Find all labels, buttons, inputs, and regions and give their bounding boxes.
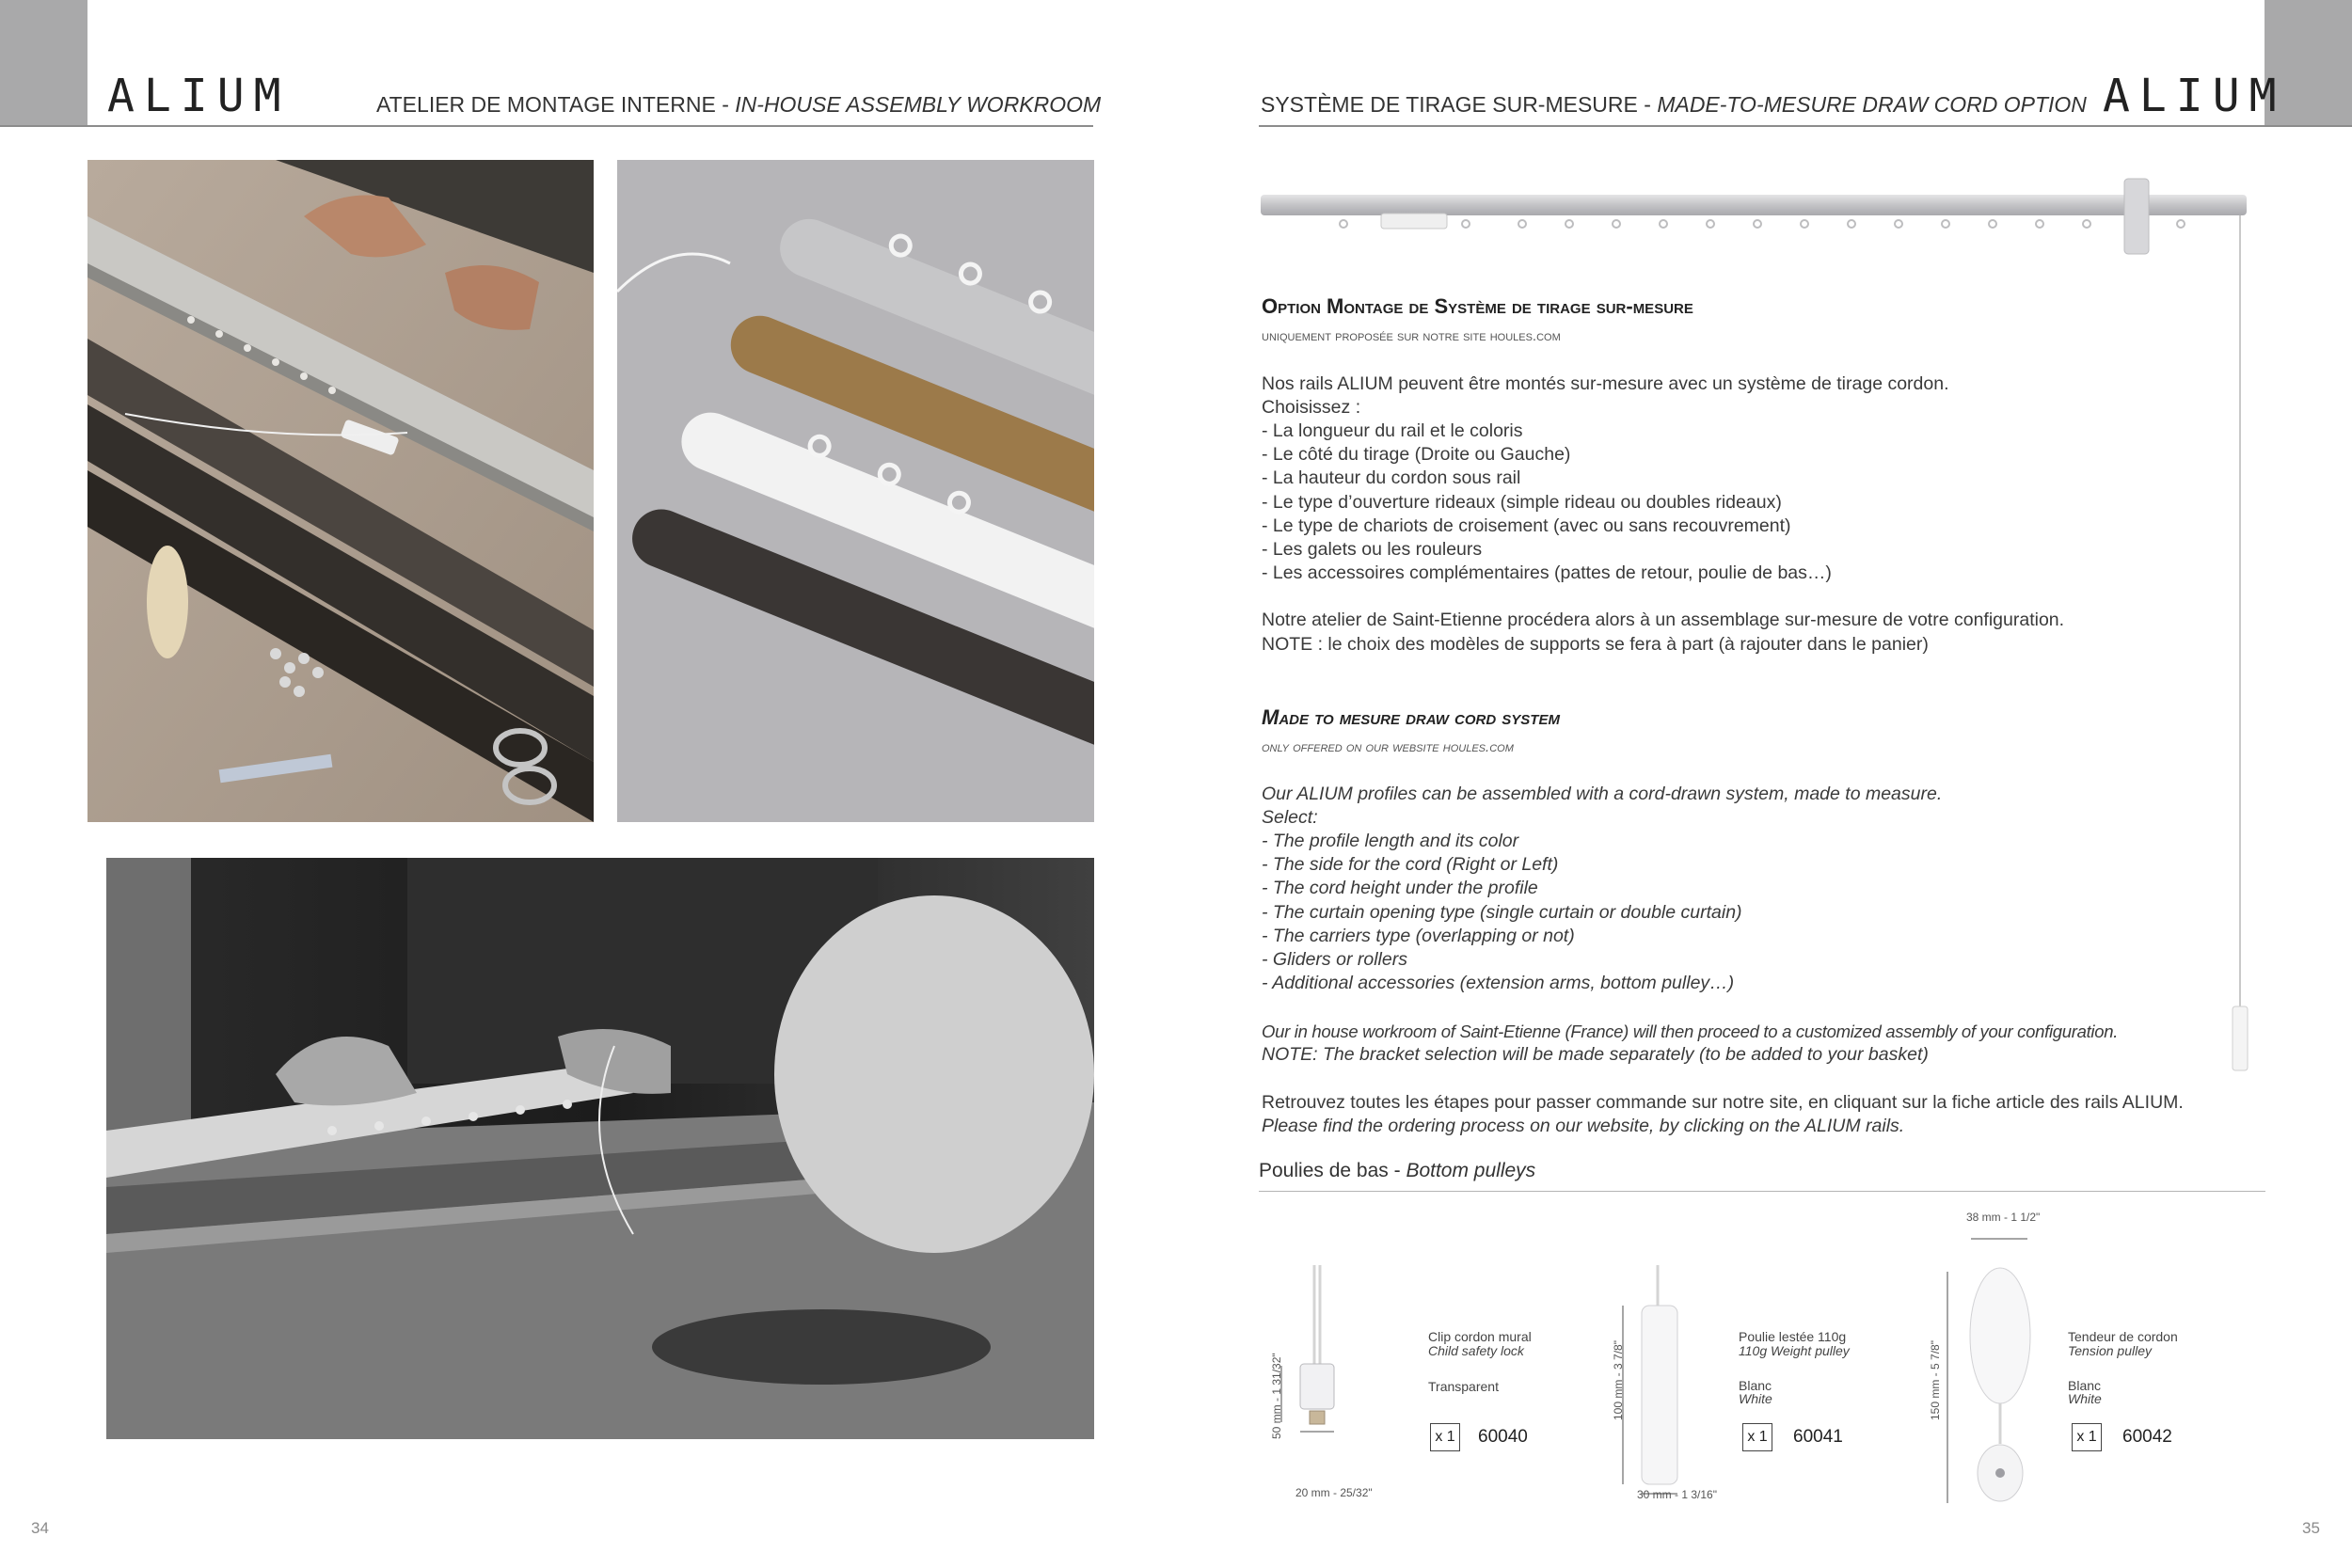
child-lock-name-en: Child safety lock bbox=[1428, 1343, 1524, 1358]
left-header-fr: ATELIER DE MONTAGE INTERNE - bbox=[376, 92, 736, 117]
child-lock-height: 50 mm - 1 31/32" bbox=[1270, 1353, 1283, 1439]
pulleys-rule bbox=[1259, 1191, 2265, 1192]
fr-note-line: Notre atelier de Saint-Etienne procédera alors à un assemblage sur-mesure de votre configuration. bbox=[1262, 610, 2065, 630]
tension-pulley-color-fr: Blanc bbox=[2068, 1378, 2102, 1393]
en-section-title: Made to mesure draw cord system bbox=[1262, 705, 1560, 729]
fr-body-line: Choisissez : bbox=[1262, 397, 1361, 418]
page-number-right: 35 bbox=[2302, 1519, 2320, 1537]
en-body-line: - The carriers type (overlapping or not) bbox=[1262, 926, 1575, 946]
photo-assembly-table bbox=[87, 160, 594, 822]
en-body-line: - Additional accessories (extension arms, bottom pulley…) bbox=[1262, 973, 1735, 993]
en-section-subtitle: only offered on our website houles.com bbox=[1262, 739, 1514, 755]
en-body-line: Our ALIUM profiles can be assembled with a cord-drawn system, made to measure. bbox=[1262, 784, 1943, 804]
left-edge-bar bbox=[0, 0, 87, 126]
fr-body-line: - La longueur du rail et le coloris bbox=[1262, 420, 1523, 441]
weight-pulley-color-fr: Blanc bbox=[1739, 1378, 1772, 1393]
pulleys-heading bbox=[1259, 1160, 1535, 1182]
en-body-line: - Gliders or rollers bbox=[1262, 949, 1407, 970]
tension-pulley-height: 150 mm - 5 7/8" bbox=[1929, 1340, 1942, 1420]
tension-pulley-name-en: Tension pulley bbox=[2068, 1343, 2152, 1358]
weight-pulley-height: 100 mm - 3 7/8" bbox=[1612, 1340, 1625, 1420]
weight-pulley-color-en: White bbox=[1739, 1391, 1772, 1406]
tension-pulley-color-en: White bbox=[2068, 1391, 2102, 1406]
fr-body-line: - Les galets ou les rouleurs bbox=[1262, 539, 1483, 560]
fr-body-line: Nos rails ALIUM peuvent être montés sur-mesure avec un système de tirage cordon. bbox=[1262, 373, 1949, 394]
right-header-en: MADE-TO-MESURE DRAW CORD OPTION bbox=[1657, 92, 2087, 117]
right-header-rule bbox=[1259, 125, 2352, 127]
en-body-line: - The profile length and its color bbox=[1262, 831, 1519, 851]
child-lock-qty: x 1 bbox=[1430, 1423, 1460, 1451]
brand-logo-right: ALIUM bbox=[2103, 70, 2286, 122]
en-body-line: - The side for the cord (Right or Left) bbox=[1262, 854, 1559, 875]
brand-logo-left: ALIUM bbox=[107, 70, 291, 122]
weight-pulley-name-fr: Poulie lestée 110g bbox=[1739, 1329, 1847, 1344]
ordering-en: Please find the ordering process on our website, by clicking on the ALIUM rails. bbox=[1262, 1116, 1905, 1136]
right-header-fr: SYSTÈME DE TIRAGE SUR-MESURE - bbox=[1261, 92, 1658, 117]
weight-pulley-code: 60041 bbox=[1793, 1427, 1843, 1447]
pulleys-heading-fr: Poulies de bas - bbox=[1259, 1160, 1406, 1181]
en-note-line: NOTE: The bracket selection will be made separately (to be added to your basket) bbox=[1262, 1044, 1929, 1065]
pulleys-heading-en: Bottom pulleys bbox=[1406, 1160, 1536, 1181]
fr-body-line: - Le type d’ouverture rideaux (simple rideau ou doubles rideaux) bbox=[1262, 492, 1782, 513]
ordering-fr: Retrouvez toutes les étapes pour passer commande sur notre site, en cliquant sur la fiche article des rails ALIUM. bbox=[1262, 1092, 2184, 1113]
fr-body-line: - Le côté du tirage (Droite ou Gauche) bbox=[1262, 444, 1571, 465]
child-lock-code: 60040 bbox=[1478, 1427, 1528, 1447]
page-number-left: 34 bbox=[31, 1519, 49, 1537]
child-lock-width: 20 mm - 25/32" bbox=[1295, 1486, 1373, 1499]
tension-pulley-width: 38 mm - 1 1/2" bbox=[1966, 1211, 2041, 1224]
photo-rail-profiles bbox=[617, 160, 1094, 822]
left-header-rule bbox=[0, 125, 1093, 127]
fr-body-line: - Le type de chariots de croisement (avec ou sans recouvrement) bbox=[1262, 515, 1791, 536]
product-image-tension-pulley bbox=[1919, 1204, 2070, 1505]
photo-workshop-bw bbox=[106, 858, 1094, 1439]
en-body-line: - The curtain opening type (single curtain or double curtain) bbox=[1262, 902, 1742, 923]
weight-pulley-qty: x 1 bbox=[1742, 1423, 1772, 1451]
tension-pulley-code: 60042 bbox=[2122, 1427, 2172, 1447]
left-header-en: IN-HOUSE ASSEMBLY WORKROOM bbox=[735, 92, 1102, 117]
en-body-line: - The cord height under the profile bbox=[1262, 878, 1538, 898]
fr-body-line: - Les accessoires complémentaires (pattes de retour, poulie de bas…) bbox=[1262, 562, 1832, 583]
child-lock-name-fr: Clip cordon mural bbox=[1428, 1329, 1532, 1344]
fr-section-title: Option Montage de Système de tirage sur-mesure bbox=[1262, 294, 1693, 318]
tension-pulley-name-fr: Tendeur de cordon bbox=[2068, 1329, 2178, 1344]
left-header-title bbox=[376, 94, 1101, 116]
weight-pulley-width: 30 mm - 1 3/16" bbox=[1637, 1488, 1717, 1501]
weight-pulley-name-en: 110g Weight pulley bbox=[1739, 1343, 1850, 1358]
en-body-line: Select: bbox=[1262, 807, 1318, 828]
fr-body-line: - La hauteur du cordon sous rail bbox=[1262, 467, 1521, 488]
fr-note-line: NOTE : le choix des modèles de supports se fera à part (à rajouter dans le panier) bbox=[1262, 634, 1929, 655]
child-lock-color-fr: Transparent bbox=[1428, 1379, 1499, 1394]
en-note-line: Our in house workroom of Saint-Etienne (France) will then proceed to a customized assembly of your configuration. bbox=[1262, 1022, 2119, 1041]
right-header-title bbox=[1261, 94, 2087, 116]
fr-section-subtitle: uniquement proposée sur notre site houles.com bbox=[1262, 328, 1561, 344]
tension-pulley-qty: x 1 bbox=[2072, 1423, 2102, 1451]
